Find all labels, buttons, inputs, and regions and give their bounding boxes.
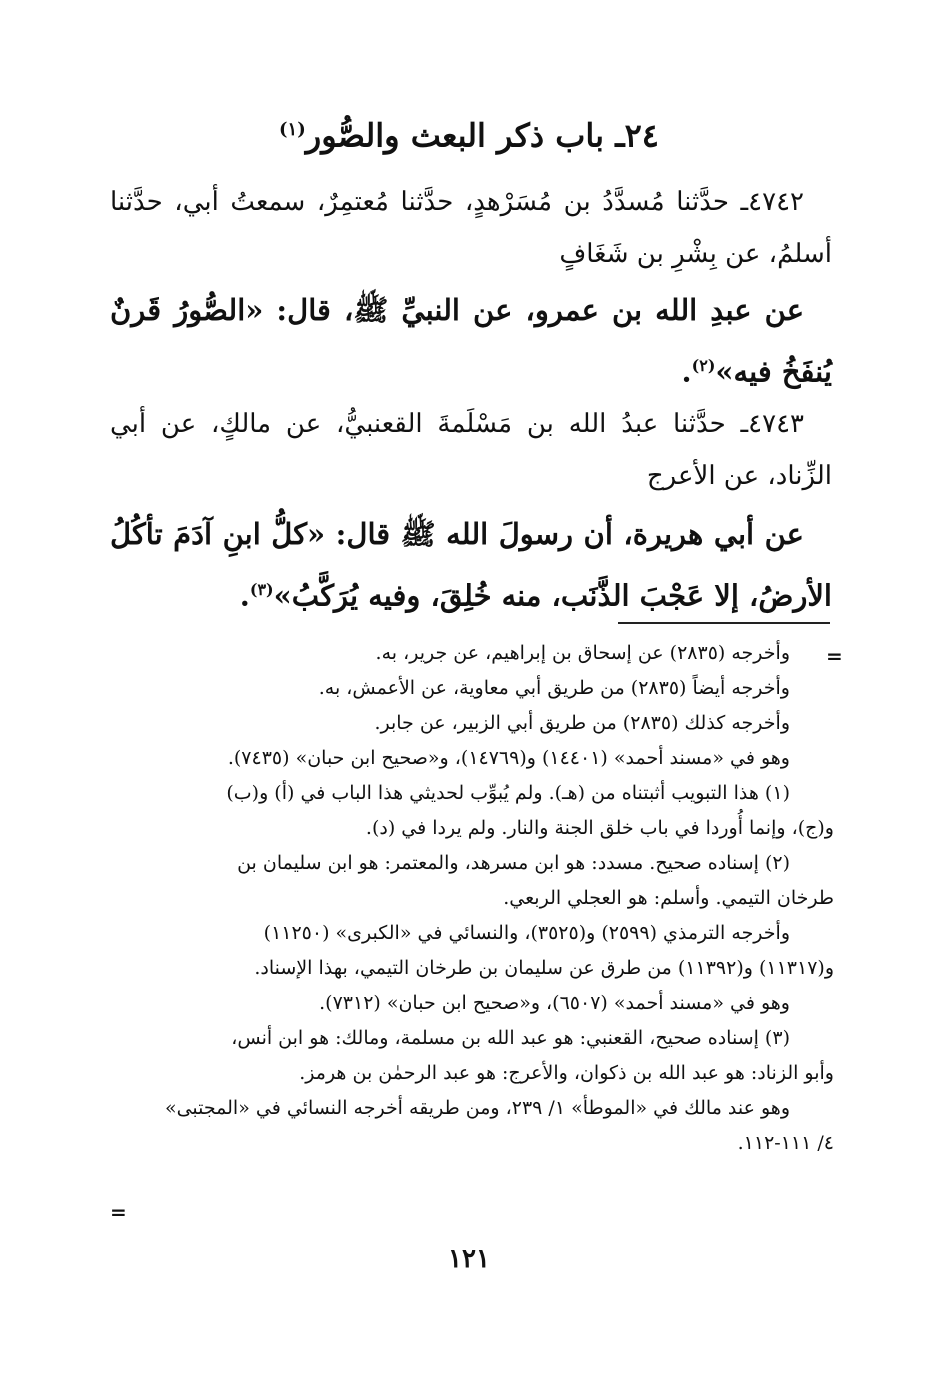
hadith-4742-isnad xyxy=(110,176,832,280)
hadith-4742-isnad-text: ٤٧٤٢ـ حدَّثنا مُسدَّدُ بن مُسَرْهدٍ، حدَّثنا مُعتمِرٌ، سمعتُ أبي، حدَّثنا أسلمُ، عن بِشْرِ بن شَغَافٍ xyxy=(110,187,832,269)
footnote-line: وأخرجه أيضاً (٢٨٣٥) من طريق أبي معاوية، عن الأعمش، به. xyxy=(318,677,790,699)
hadith-4743-matn xyxy=(110,506,832,624)
hadith-4742-matn-text: عن عبدِ الله بن عمرو، عن النبيِّ ﷺ، قال: «الصُّورُ قَرنٌ يُنفَخُ فيه» xyxy=(110,293,832,389)
hadith-4743-matn-text: عن أبي هريرة، أن رسولَ الله ﷺ قال: «كلُّ ابنِ آدَمَ تأكُلُ الأرضُ، إلا عَجْبَ الذَّنَب، منه خُلِقَ، وفيه يُرَكَّبُ» xyxy=(110,517,832,613)
hadith-4743-isnad-text: ٤٧٤٣ـ حدَّثنا عبدُ الله بن مَسْلَمةَ القعنبيُّ، عن مالكٍ، عن أبي الزِّناد، عن الأعرج xyxy=(110,409,832,491)
chapter-title-text: ٢٤ـ باب ذكر البعث والصُّور xyxy=(305,116,659,155)
footnote-3-line: وهو عند مالك في «الموطأ» ١/ ٢٣٩، ومن طريقه أخرجه النسائي في «المجتبى» xyxy=(164,1097,790,1119)
page-number: ١٢١ xyxy=(448,1244,490,1274)
hadith-4743-isnad xyxy=(110,398,832,502)
footnote-line: وهو في «مسند أحمد» (١٤٤٠١) و(١٤٧٦٩)، و«صحيح ابن حبان» (٧٤٣٥). xyxy=(227,747,790,769)
footnote-2-line: طرخان التيمي. وأسلم: هو العجلي الربعي. xyxy=(503,887,834,909)
footnote-1-line: (١) هذا التبويب أثبتناه من (هـ). ولم يُبوِّب لحديثي هذا الباب في (أ) و(ب) xyxy=(226,782,790,804)
footnote-line: وأخرجه (٢٨٣٥) عن إسحاق بن إبراهيم، عن جرير، به. xyxy=(375,642,790,664)
hadith-4742-note-ref: (٢) xyxy=(691,356,716,375)
footnote-line: وأخرجه كذلك (٢٨٣٥) من طريق أبي الزبير، عن جابر. xyxy=(374,712,790,734)
footnote-2-line: و(١١٣١٧) و(١١٣٩٢) من طرق عن سليمان بن طرخان التيمي، بهذا الإسناد. xyxy=(254,957,834,979)
footnote-3-line: وأبو الزناد: هو عبد الله بن ذكوان، والأعرج: هو عبد الرحمٰن بن هرمز. xyxy=(299,1062,834,1084)
hadith-4742-matn-end: . xyxy=(681,354,692,389)
continuation-mark-bottom: = xyxy=(110,1200,127,1224)
footnote-2-line: وأخرجه الترمذي (٢٥٩٩) و(٣٥٢٥)، والنسائي في «الكبرى» (١١٢٥٠) xyxy=(263,922,790,944)
footnote-2-line: وهو في «مسند أحمد» (٦٥٠٧)، و«صحيح ابن حبان» (٧٣١٢). xyxy=(319,992,790,1014)
hadith-4743-note-ref: (٣) xyxy=(249,580,274,599)
footnote-separator xyxy=(618,622,830,624)
footnote-2-line: (٢) إسناده صحيح. مسدد: هو ابن مسرهد، والمعتمر: هو ابن سليمان بن xyxy=(237,852,790,874)
footnote-3-line: ٤/ ١١١-١١٢. xyxy=(737,1132,834,1154)
hadith-4743-matn-end: . xyxy=(239,578,250,613)
chapter-title xyxy=(0,108,938,158)
chapter-note-ref: (١) xyxy=(279,119,306,140)
hadith-4742-matn xyxy=(110,282,832,400)
continuation-mark-top: = xyxy=(826,644,843,668)
footnote-3-line: (٣) إسناده صحيح، القعنبي: هو عبد الله بن مسلمة، ومالك: هو ابن أنس، xyxy=(231,1027,790,1049)
footnotes xyxy=(108,636,834,1161)
footnote-1-line: و(ج)، وإنما أُوردا في باب خلق الجنة والنار. ولم يردا في (د). xyxy=(365,817,834,839)
